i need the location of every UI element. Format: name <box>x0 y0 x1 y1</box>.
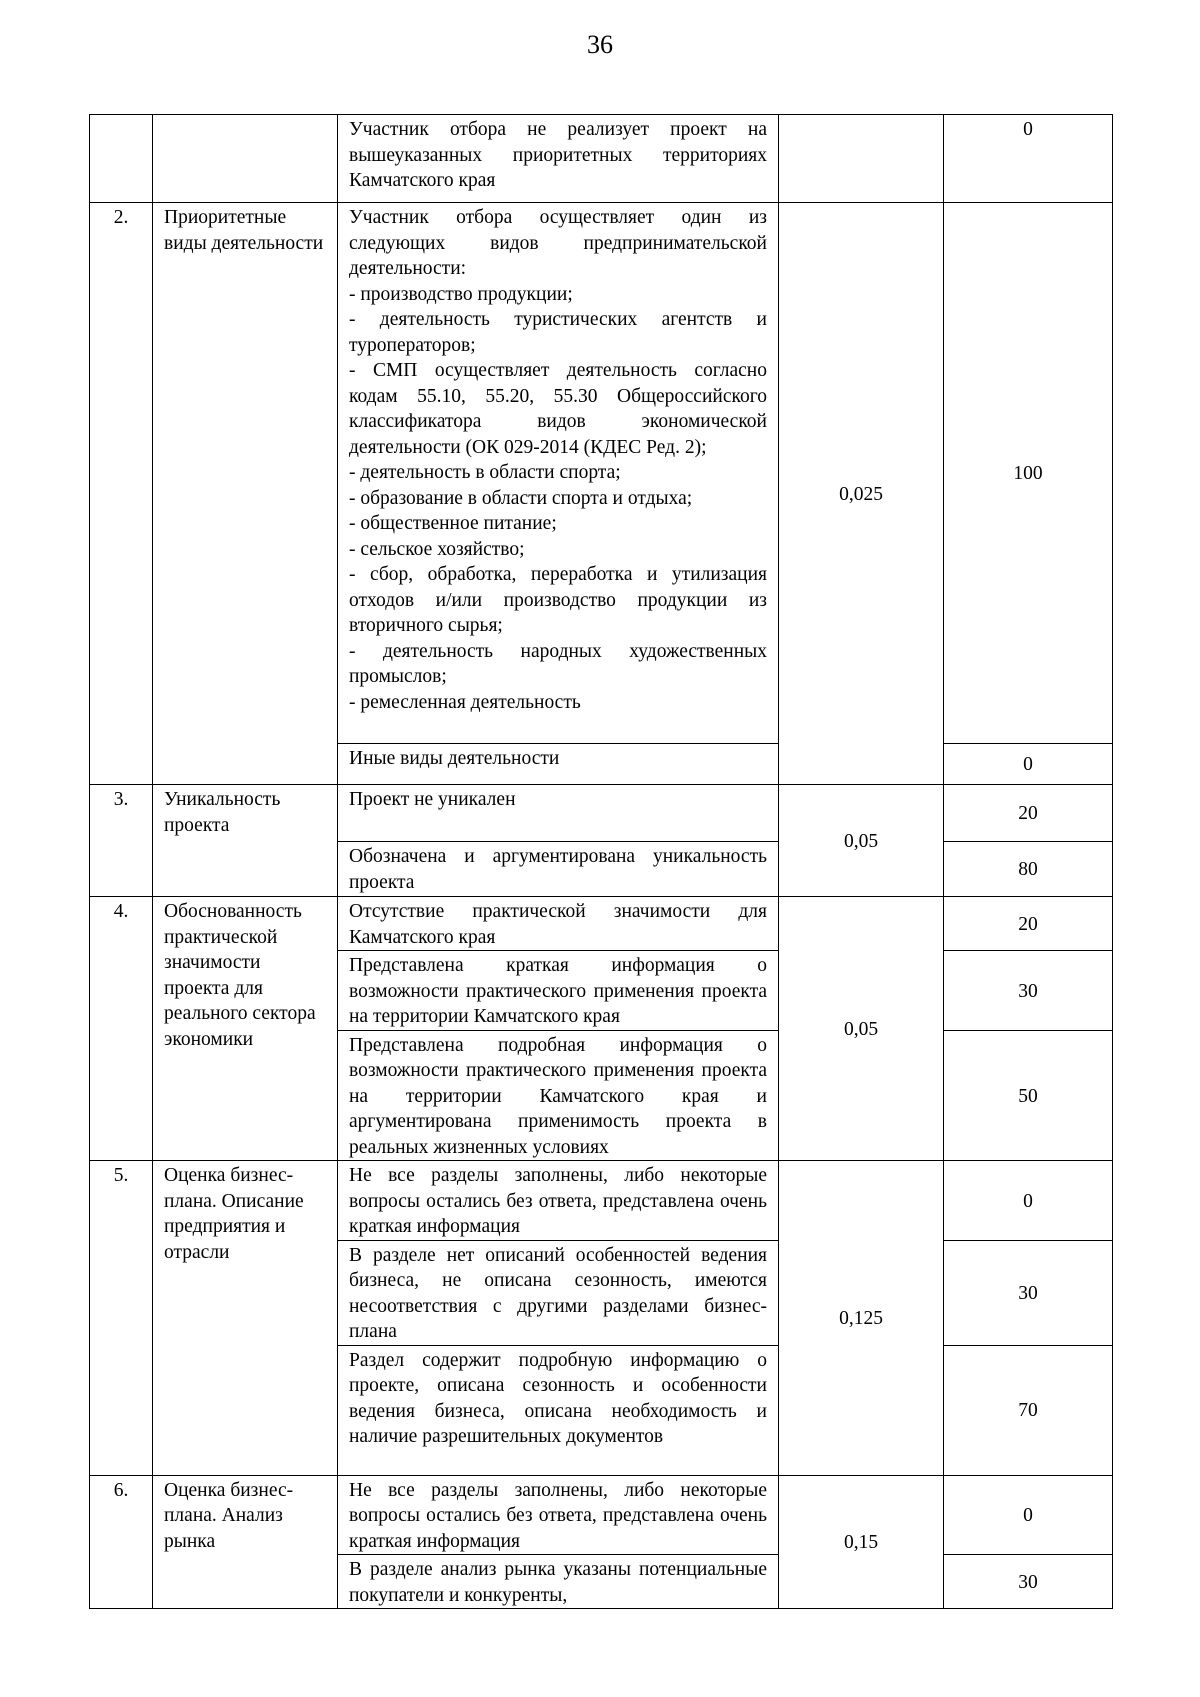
table-row <box>90 785 1113 842</box>
option-description: Представлена подробная информация о возможности практического применения проекта на территории Камчатского края и аргументирована применимость проекта в реальных жизненных условиях <box>338 1030 779 1161</box>
score-value: 0 <box>944 744 1113 785</box>
option-description: В разделе нет описаний особенностей ведения бизнеса, не описана сезонность, имеются несоответствия с другими разделами бизнес-плана <box>338 1240 779 1345</box>
criterion-name <box>153 115 338 203</box>
criteria-table <box>89 114 1113 1609</box>
option-description: Представлена краткая информация о возможности практического применения проекта на территории Камчатского края <box>338 951 779 1031</box>
row-number: 4. <box>90 897 153 1161</box>
table-row <box>90 115 1113 203</box>
option-description: Не все разделы заполнены, либо некоторые вопросы остались без ответа, представлена очень краткая информация <box>338 1475 779 1555</box>
criterion-name: Уникальность проекта <box>153 785 338 897</box>
option-description: Участник отбора осуществляет один из следующих видов предпринимательской деятельности: - производство продукции; - деятельность туристических агентств и туроператоров; - СМП осуществляет деятельность согласно кодам 55.10, 55.20, 55.30 Общероссийского классификатора видов экономической деятельности (ОК 029-2014 (КДЕС Ред. 2); - деятельность в области спорта; - образование в области спорта и отдыха; - общественное питание; - сельское хозяйство; - сбор, обработка, переработка и утилизация отходов и/или производство продукции из вторичного сырья; - деятельность народных художественных промыслов; - ремесленная деятельность <box>338 203 779 744</box>
score-value: 20 <box>944 897 1113 951</box>
weight-value: 0,15 <box>779 1475 944 1609</box>
table-row <box>90 1475 1113 1555</box>
option-description: Отсутствие практической значимости для Камчатского края <box>338 897 779 951</box>
table-row <box>90 897 1113 951</box>
criterion-name: Приоритетные виды деятельности <box>153 203 338 785</box>
row-number <box>90 115 153 203</box>
score-value: 0 <box>944 115 1113 203</box>
option-description: Раздел содержит подробную информацию о проекте, описана сезонность и особенности ведения бизнеса, описана необходимость и наличие разрешительных документов <box>338 1345 779 1475</box>
criterion-name: Обоснованность практической значимости проекта для реального сектора экономики <box>153 897 338 1161</box>
option-description: Обозначена и аргументирована уникальность проекта <box>338 842 779 897</box>
row-number: 6. <box>90 1475 153 1609</box>
score-value: 0 <box>944 1475 1113 1555</box>
score-value: 20 <box>944 785 1113 842</box>
criterion-name: Оценка бизнес-плана. Анализ рынка <box>153 1475 338 1609</box>
weight-value: 0,025 <box>779 203 944 785</box>
option-description: Иные виды деятельности <box>338 744 779 785</box>
score-value: 70 <box>944 1345 1113 1475</box>
table-row <box>90 203 1113 744</box>
weight-value: 0,05 <box>779 897 944 1161</box>
weight-value: 0,125 <box>779 1161 944 1476</box>
page-number: 36 <box>587 30 613 59</box>
score-value: 30 <box>944 951 1113 1031</box>
row-number: 2. <box>90 203 153 785</box>
row-number: 3. <box>90 785 153 897</box>
option-description: Проект не уникален <box>338 785 779 842</box>
score-value: 30 <box>944 1555 1113 1609</box>
option-description: Не все разделы заполнены, либо некоторые вопросы остались без ответа, представлена очень краткая информация <box>338 1161 779 1241</box>
score-value: 0 <box>944 1161 1113 1241</box>
score-value: 30 <box>944 1240 1113 1345</box>
weight-value <box>779 115 944 203</box>
weight-value: 0,05 <box>779 785 944 897</box>
score-value: 50 <box>944 1030 1113 1161</box>
option-description: Участник отбора не реализует проект на вышеуказанных приоритетных территориях Камчатского края <box>338 115 779 203</box>
option-description: В разделе анализ рынка указаны потенциальные покупатели и конкуренты, <box>338 1555 779 1609</box>
criterion-name: Оценка бизнес-плана. Описание предприятия и отрасли <box>153 1161 338 1476</box>
row-number: 5. <box>90 1161 153 1476</box>
score-value: 80 <box>944 842 1113 897</box>
table-row <box>90 1161 1113 1241</box>
score-value: 100 <box>944 203 1113 744</box>
